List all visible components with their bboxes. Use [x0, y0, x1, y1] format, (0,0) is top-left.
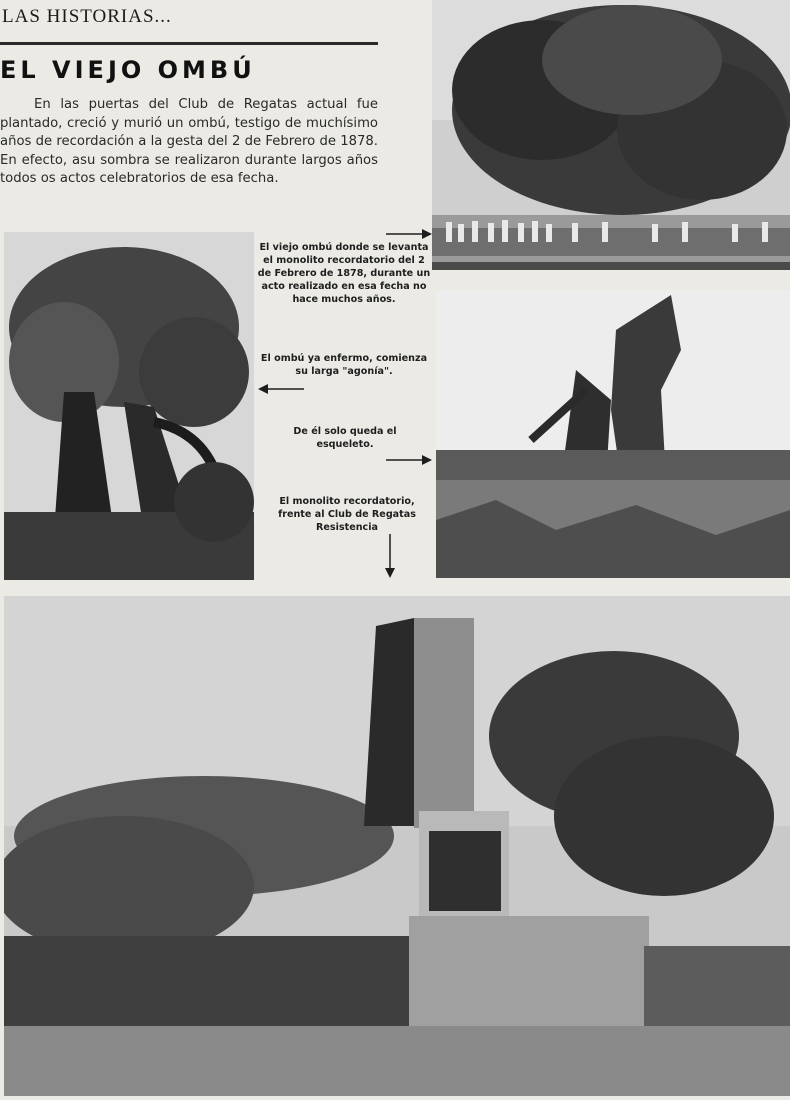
caption-monolith: El monolito recordatorio, frente al Club de Regatas Resistencia	[278, 496, 416, 533]
photo-ombu-skeleton	[436, 290, 790, 578]
photo-monolith	[4, 596, 790, 1096]
arrow-down-icon	[384, 534, 396, 578]
caption-sick-ombu: El ombú ya enfermo, comienza su larga "agonía".	[260, 353, 428, 377]
section-title: LAS HISTORIAS...	[2, 6, 172, 27]
arrow-right-icon	[386, 228, 432, 240]
arrow-right-icon	[386, 454, 432, 466]
article-intro: En las puertas del Club de Regatas actual fue plantado, creció y murió un ombú, testigo de muchísimo años de recordación a la gesta del 2 de Febrero de 1878. En efecto, asu sombra se realizaron durante largos años todos os actos celebratorios de esa fecha.	[0, 97, 378, 186]
arrow-left-icon	[258, 383, 304, 395]
section-divider	[0, 42, 378, 45]
caption-skeleton: De él solo queda el esqueleto.	[293, 426, 397, 450]
caption-old-ombu: El viejo ombú donde se levanta el monolito recordatorio del 2 de Febrero de 1878, durante un acto realizado en esa fecha no hace muchos años.	[257, 242, 431, 305]
article-headline: EL VIEJO OMBÚ	[0, 56, 256, 84]
photo-old-ombu-ceremony	[432, 0, 790, 270]
photo-sick-ombu	[4, 232, 254, 580]
